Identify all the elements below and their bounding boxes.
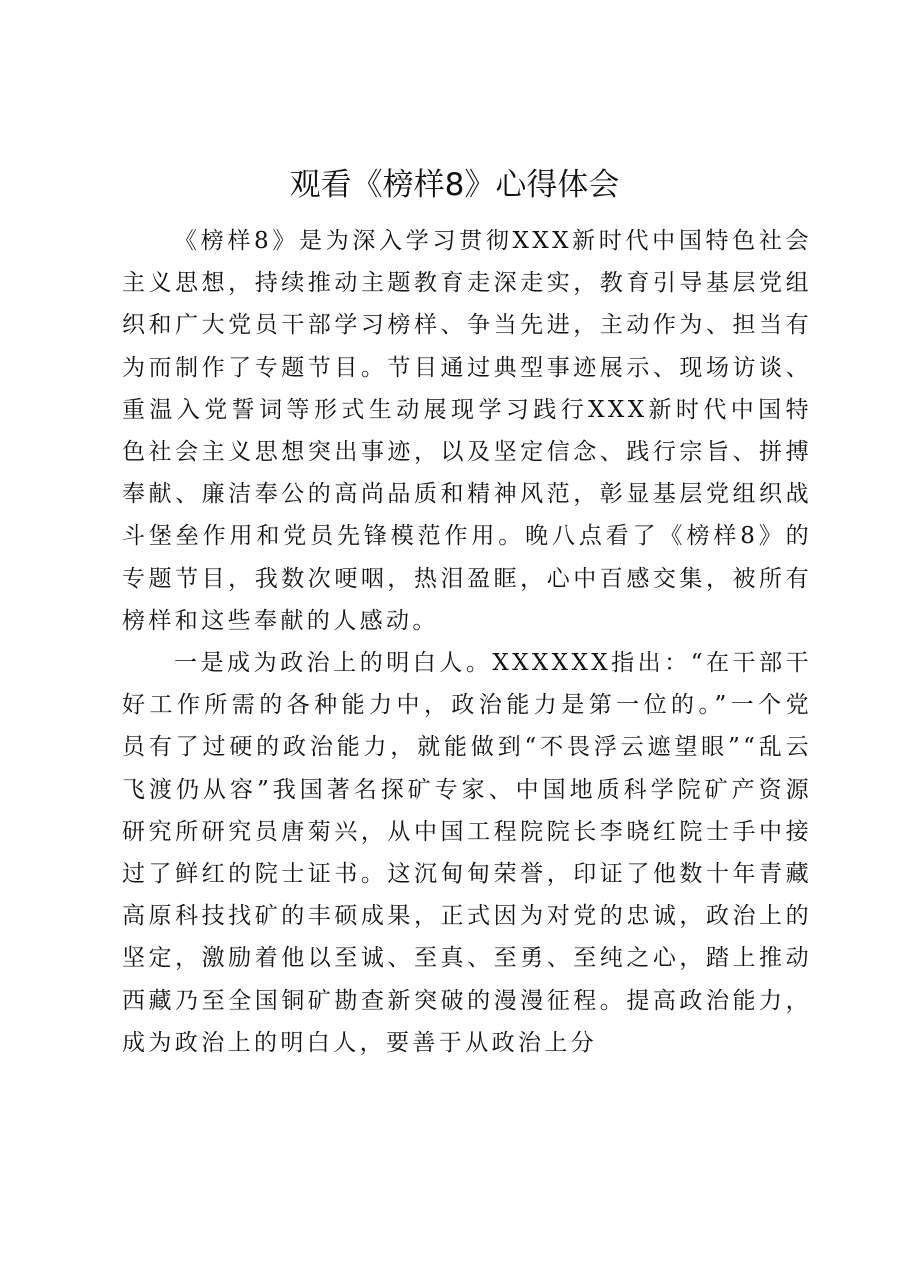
- paragraph-intro: 《榜样8》是为深入学习贯彻XXX新时代中国特色社会主义思想，持续推动主题教育走深走实，教育引导基层党组织和广大党员干部学习榜样、争当先进，主动作为、担当有为而制作了专题节目。节目通过典型事迹展示、现场访谈、重温入党誓词等形式生动展现学习践行XXX新时代中国特色社会主义思想突出事迹，以及坚定信念、践行宗旨、拼搏奉献、廉洁奉公的高尚品质和精神风范，彰显基层党组织战斗堡垒作用和党员先锋模范作用。晚八点看了《榜样8》的专题节目，我数次哽咽，热泪盈眶，心中百感交集，被所有榜样和这些奉献的人感动。: [122, 228, 812, 634]
- paragraph-point-one: 一是成为政治上的明白人。XXXXXX指出：“在干部干好工作所需的各种能力中，政治能力是第一位的。”一个党员有了过硬的政治能力，就能做到“不畏浮云遮望眼”“乱云飞渡仍从容”我国著名探矿专家、中国地质科学院矿产资源研究所研究员唐菊兴，从中国工程院院长李晓红院士手中接过了鲜红的院士证书。这沉甸甸荣誉，印证了他数十年青藏高原科技找矿的丰硕成果，正式因为对党的忠诚，政治上的坚定，激励着他以至诚、至真、至勇、至纯之心，踏上推动西藏乃至全国铜矿勘查新突破的漫漫征程。提高政治能力，成为政治上的明白人，要善于从政治上分: [122, 650, 812, 1056]
- document-body: [122, 220, 812, 1064]
- document-title: 观看《榜样8》心得体会: [289, 167, 620, 203]
